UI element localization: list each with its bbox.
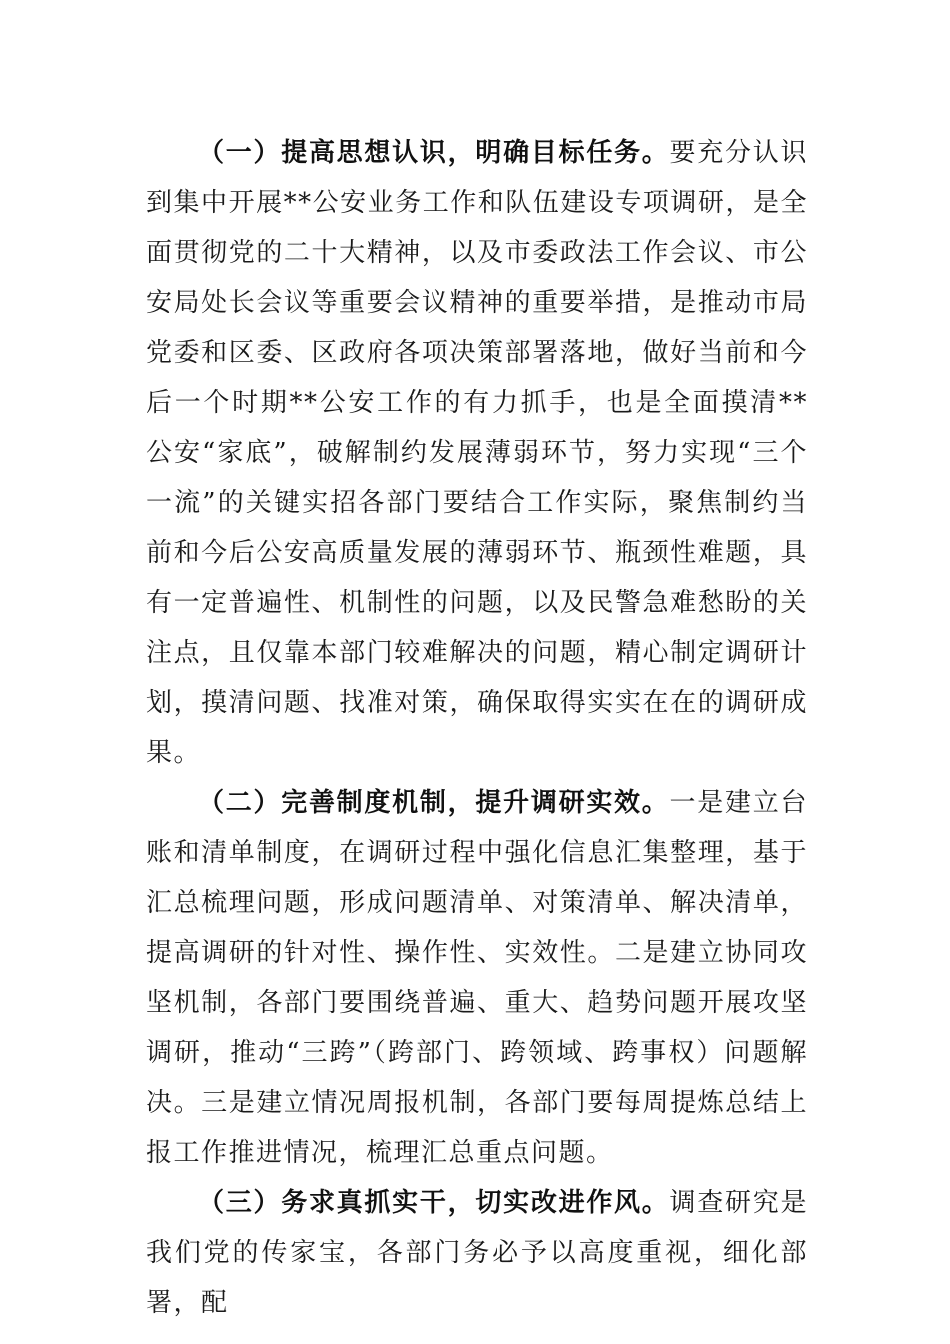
paragraph-1-text: 要充分认识到集中开展**公安业务工作和队伍建设专项调研，是全面贯彻党的二十大精神，以及市委政法工作会议、市公安局处长会议等重要会议精神的重要举措，是推动市局党委和区委、区政府各项决策部署落地，做好当前和今后一个时期**公安工作的有力抓手，也是全面摸清**公安“家底”，破解制约发展薄弱环节，努力实现“三个一流”的关键实招各部门要结合工作实际，聚焦制约当前和今后公安高质量发展的薄弱环节、瓶颈性难题，具有一定普遍性、机制性的问题，以及民警急难愁盼的关注点，且仅靠本部门较难解决的问题，精心制定调研计划，摸清问题、找准对策，确保取得实实在在的调研成果。 [146,138,808,768]
paragraph-3-text: 调查研究是我们党的传家宝，各部门务必予以高度重视，细化部署，配 [146,1188,808,1318]
paragraph-3 [146,1178,808,1328]
paragraph-1 [146,128,808,778]
paragraph-3-heading: （三）务求真抓实干，切实改进作风。 [198,1188,670,1218]
document-body [146,128,808,1328]
paragraph-2 [146,778,808,1178]
paragraph-2-heading: （二）完善制度机制，提升调研实效。 [198,788,670,818]
paragraph-1-heading: （一）提高思想认识，明确目标任务。 [198,138,670,168]
paragraph-2-text: 一是建立台账和清单制度，在调研过程中强化信息汇集整理，基于汇总梳理问题，形成问题清单、对策清单、解决清单，提高调研的针对性、操作性、实效性。二是建立协同攻坚机制，各部门要围绕普遍、重大、趋势问题开展攻坚调研，推动“三跨”（跨部门、跨领域、跨事权）问题解决。三是建立情况周报机制，各部门要每周提炼总结上报工作推进情况，梳理汇总重点问题。 [146,788,808,1168]
